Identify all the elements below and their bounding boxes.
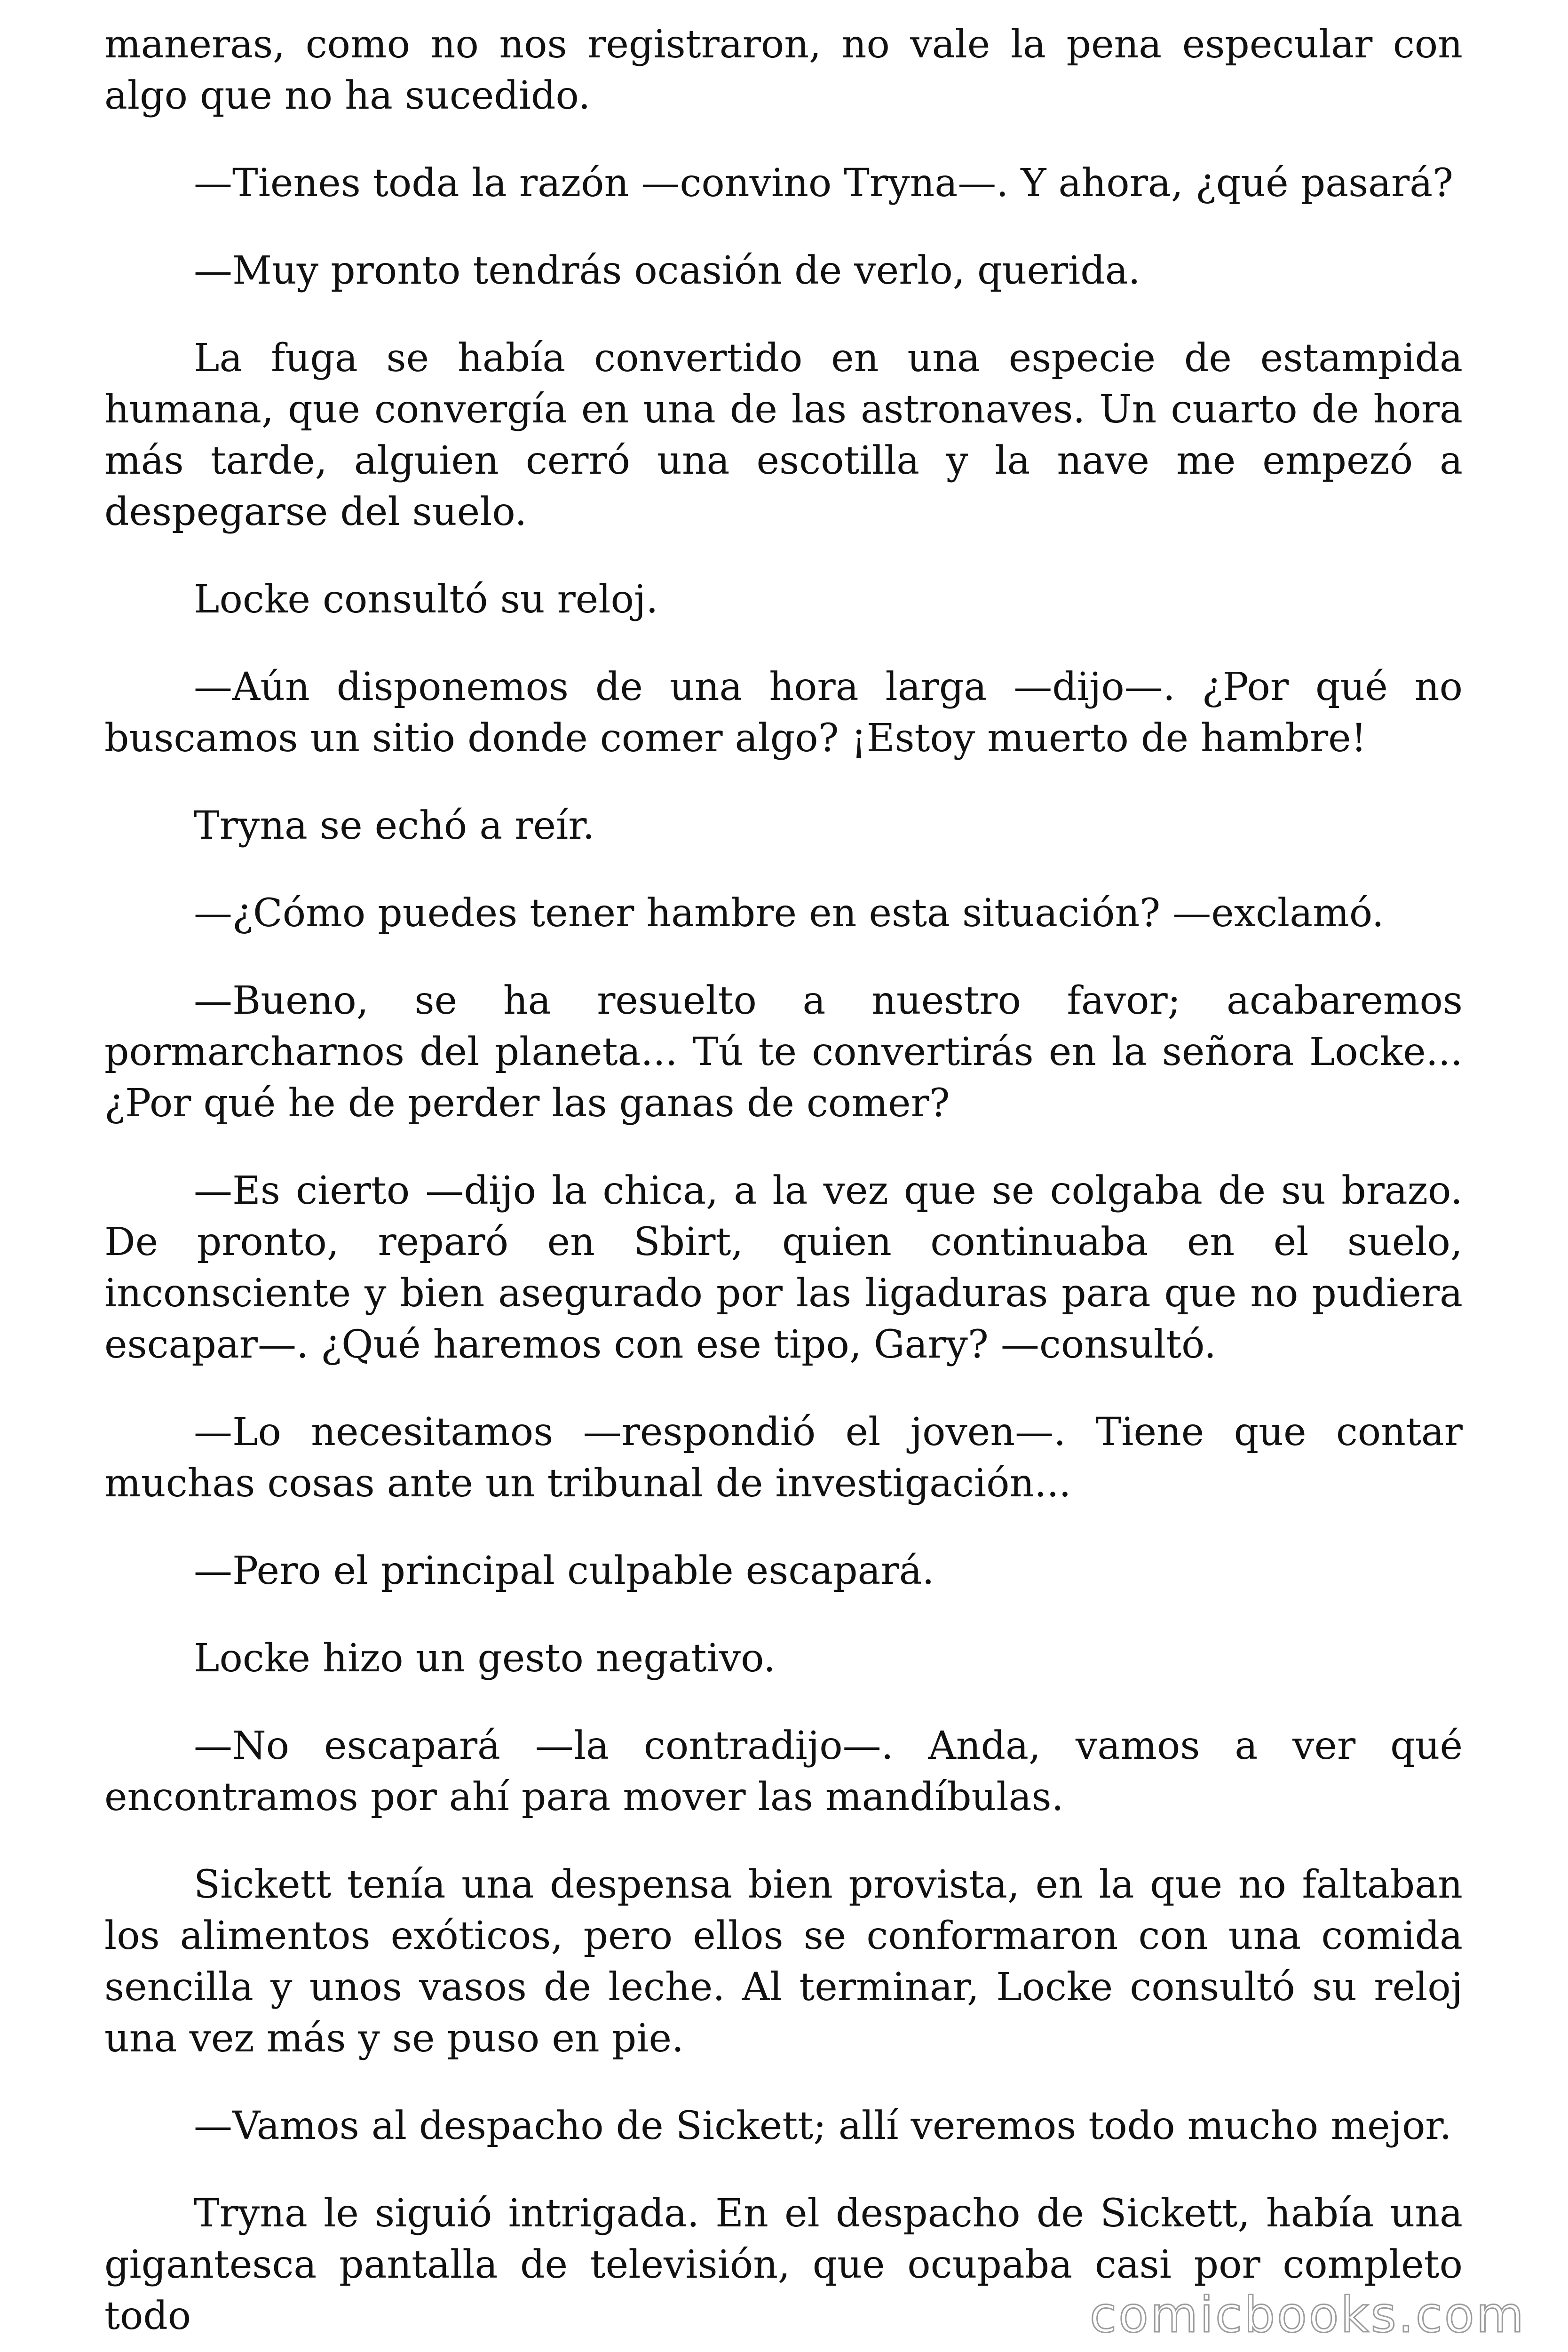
paragraph-dialogue: —Bueno, se ha resuelto a nuestro favor; acabaremos pormarcharnos del planeta... Tú te convertirás en la señora Locke... ¿Por qué he de perder las ganas de comer?	[104, 978, 1463, 1126]
paragraph-dialogue: —Vamos al despacho de Sickett; allí veremos todo mucho mejor.	[194, 2104, 1452, 2148]
paragraph-dialogue: —Muy pronto tendrás ocasión de verlo, querida.	[194, 248, 1140, 293]
paragraph-dialogue: —Aún disponemos de una hora larga —dijo—. ¿Por qué no buscamos un sitio donde comer algo? ¡Estoy muerto de hambre!	[104, 665, 1463, 761]
paragraph-dialogue: —Lo necesitamos —respondió el joven—. Tiene que contar muchas cosas ante un tribunal de investigación...	[104, 1410, 1463, 1506]
paragraph-dialogue: —Pero el principal culpable escapará.	[194, 1549, 934, 1593]
book-page-text	[104, 19, 1463, 2352]
paragraph-dialogue: —Tienes toda la razón —convino Tryna—. Y ahora, ¿qué pasará?	[194, 161, 1454, 206]
paragraph-dialogue: —Es cierto —dijo la chica, a la vez que se colgaba de su brazo. De pronto, reparó en Sbirt, quien continuaba en el suelo, inconsciente y bien asegurado por las ligaduras para que no pudiera escapar—. ¿Qué haremos con ese tipo, Gary? —consultó.	[104, 1168, 1463, 1367]
paragraph-continuation: maneras, como no nos registraron, no vale la pena especular con algo que no ha sucedido.	[104, 22, 1463, 118]
paragraph: Tryna se echó a reír.	[194, 803, 595, 848]
watermark: comicbooks.com	[1089, 2286, 1526, 2344]
paragraph: La fuga se había convertido en una especie de estampida humana, que convergía en una de las astronaves. Un cuarto de hora más tarde, alguien cerró una escotilla y la nave me empezó a despegarse del suelo.	[104, 336, 1463, 534]
paragraph-dialogue: —¿Cómo puedes tener hambre en esta situación? —exclamó.	[194, 891, 1384, 936]
paragraph: Locke hizo un gesto negativo.	[194, 1636, 776, 1681]
paragraph: Sickett tenía una despensa bien provista, en la que no faltaban los alimentos exóticos, pero ellos se conformaron con una comida sencilla y unos vasos de leche. Al terminar, Locke consultó su reloj una vez más y se puso en pie.	[104, 1862, 1463, 2061]
paragraph: Locke consultó su reloj.	[194, 577, 658, 622]
paragraph: Tryna le siguió intrigada. En el despacho de Sickett, había una gigantesca pantalla de televisión, que ocupaba casi por completo todo	[104, 2191, 1463, 2338]
paragraph-dialogue: —No escapará —la contradijo—. Anda, vamos a ver qué encontramos por ahí para mover las mandíbulas.	[104, 1724, 1463, 1820]
